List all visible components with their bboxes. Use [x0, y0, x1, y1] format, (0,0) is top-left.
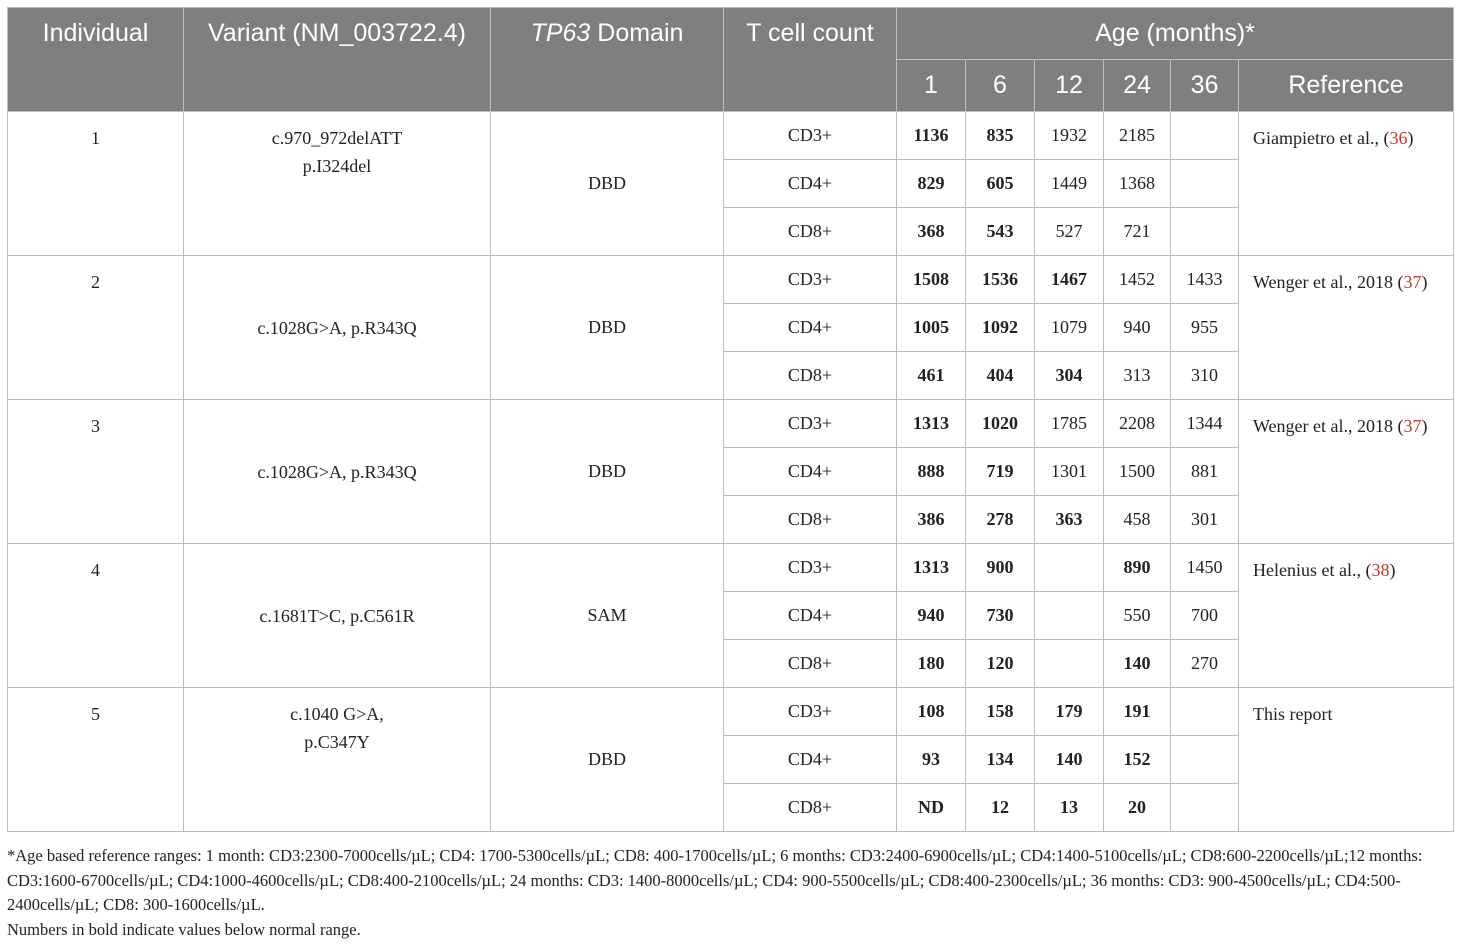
reference-text: This report: [1253, 704, 1333, 724]
count-value: 458: [1104, 496, 1171, 544]
table-body: [8, 112, 1454, 832]
reference-citation-link[interactable]: 38: [1371, 560, 1390, 580]
variant-line: c.1681T>C, p.C561R: [259, 605, 415, 626]
cell-type: CD3+: [724, 112, 897, 160]
count-value: 955: [1171, 304, 1239, 352]
table-footnotes: [7, 844, 1457, 942]
domain-cell: DBD: [491, 256, 724, 400]
table-header: [8, 8, 1454, 112]
cell-type: CD4+: [724, 160, 897, 208]
header-variant: Variant (NM_003722.4): [184, 8, 491, 112]
domain-cell: DBD: [491, 400, 724, 544]
header-age-36: 36: [1171, 60, 1239, 112]
header-reference: Reference: [1239, 60, 1454, 112]
variant-line: p.C347Y: [304, 732, 370, 752]
table-row: [8, 544, 1454, 592]
count-value: [1171, 784, 1239, 832]
count-value: 313: [1104, 352, 1171, 400]
count-value: [1171, 688, 1239, 736]
header-domain-gene: TP63: [530, 19, 591, 47]
count-value: 835: [966, 112, 1035, 160]
count-value: 1932: [1035, 112, 1104, 160]
header-domain: [491, 8, 724, 112]
count-value: 120: [966, 640, 1035, 688]
cell-type: CD3+: [724, 256, 897, 304]
count-value: 1450: [1171, 544, 1239, 592]
count-value: 404: [966, 352, 1035, 400]
individual-cell: 2: [8, 256, 184, 400]
header-tcell-count: T cell count: [724, 8, 897, 112]
count-value: [1035, 592, 1104, 640]
reference-cell: [1239, 544, 1454, 688]
variant-line: c.1028G>A, p.R343Q: [257, 317, 417, 338]
count-value: 1005: [897, 304, 966, 352]
count-value: 527: [1035, 208, 1104, 256]
count-value: 140: [1035, 736, 1104, 784]
header-age-6: 6: [966, 60, 1035, 112]
table-row: [8, 256, 1454, 304]
count-value: 1433: [1171, 256, 1239, 304]
header-individual: Individual: [8, 8, 184, 112]
count-value: 1301: [1035, 448, 1104, 496]
count-value: 20: [1104, 784, 1171, 832]
count-value: 180: [897, 640, 966, 688]
count-value: 304: [1035, 352, 1104, 400]
individual-cell: 3: [8, 400, 184, 544]
count-value: [1035, 544, 1104, 592]
reference-cell: [1239, 688, 1454, 832]
footnote-bold-note: Numbers in bold indicate values below normal range.: [7, 919, 361, 939]
count-value: [1035, 640, 1104, 688]
variant-cell: [184, 544, 491, 688]
count-value: 721: [1104, 208, 1171, 256]
count-value: 310: [1171, 352, 1239, 400]
count-value: 543: [966, 208, 1035, 256]
count-value: 134: [966, 736, 1035, 784]
variant-cell: [184, 256, 491, 400]
cell-type: CD4+: [724, 304, 897, 352]
count-value: 719: [966, 448, 1035, 496]
count-value: 386: [897, 496, 966, 544]
tcell-table: [7, 7, 1454, 832]
count-value: ND: [897, 784, 966, 832]
header-age: Age (months)*: [897, 8, 1454, 60]
cell-type: CD3+: [724, 400, 897, 448]
count-value: 1344: [1171, 400, 1239, 448]
count-value: 1536: [966, 256, 1035, 304]
count-value: 2208: [1104, 400, 1171, 448]
count-value: 278: [966, 496, 1035, 544]
table-row: [8, 112, 1454, 160]
cell-type: CD8+: [724, 496, 897, 544]
count-value: 1079: [1035, 304, 1104, 352]
count-value: 888: [897, 448, 966, 496]
count-value: 1313: [897, 544, 966, 592]
count-value: 1136: [897, 112, 966, 160]
variant-cell: [184, 112, 491, 256]
count-value: 363: [1035, 496, 1104, 544]
reference-close: ): [1407, 128, 1414, 148]
count-value: 368: [897, 208, 966, 256]
count-value: 1020: [966, 400, 1035, 448]
count-value: 179: [1035, 688, 1104, 736]
header-age-24: 24: [1104, 60, 1171, 112]
cell-type: CD8+: [724, 352, 897, 400]
count-value: 1452: [1104, 256, 1171, 304]
footnote-reference-ranges: *Age based reference ranges: 1 month: CD3:2300-7000cells/µL; CD4: 1700-5300cells/µL; CD8: 400-1700cells/µL; 6 months: CD3:2400-6900cells/µL; CD4:1400-5100cells/µL; CD8:600-2200cells/µL;12 months: CD3:1600-6700cells/µL; CD4:1000-4600cells/µL; CD8:400-2100cells/µL; 24 months: CD3: 1400-8000cells/µL; CD4: 900-5500cells/µL; CD8:400-2300cells/µL; 36 months: CD3: 900-4500cells/µL; CD4:500-2400cells/µL; CD8: 300-1600cells/µL.: [7, 846, 1423, 914]
reference-cell: [1239, 256, 1454, 400]
count-value: 881: [1171, 448, 1239, 496]
count-value: 191: [1104, 688, 1171, 736]
domain-cell: DBD: [491, 688, 724, 832]
count-value: 301: [1171, 496, 1239, 544]
count-value: [1171, 160, 1239, 208]
individual-cell: 4: [8, 544, 184, 688]
count-value: 93: [897, 736, 966, 784]
variant-line: c.1040 G>A,: [290, 704, 384, 724]
count-value: 1368: [1104, 160, 1171, 208]
variant-line: p.I324del: [302, 156, 372, 176]
reference-close: ): [1421, 416, 1428, 436]
count-value: 700: [1171, 592, 1239, 640]
variant-line: c.970_972delATT: [271, 128, 403, 148]
count-value: 1500: [1104, 448, 1171, 496]
count-value: 900: [966, 544, 1035, 592]
variant-cell: [184, 400, 491, 544]
count-value: 940: [897, 592, 966, 640]
cell-type: CD8+: [724, 784, 897, 832]
count-value: 1313: [897, 400, 966, 448]
cell-type: CD8+: [724, 208, 897, 256]
count-value: 1467: [1035, 256, 1104, 304]
cell-type: CD3+: [724, 544, 897, 592]
individual-cell: 1: [8, 112, 184, 256]
header-domain-word: Domain: [590, 19, 684, 47]
count-value: 140: [1104, 640, 1171, 688]
reference-text: Wenger et al., 2018 (: [1253, 416, 1404, 436]
domain-cell: SAM: [491, 544, 724, 688]
reference-close: ): [1389, 560, 1396, 580]
reference-cell: [1239, 112, 1454, 256]
count-value: [1171, 208, 1239, 256]
count-value: [1171, 736, 1239, 784]
header-age-12: 12: [1035, 60, 1104, 112]
domain-cell: DBD: [491, 112, 724, 256]
count-value: 461: [897, 352, 966, 400]
count-value: [1171, 112, 1239, 160]
reference-text: Helenius et al., (: [1253, 560, 1372, 580]
individual-cell: 5: [8, 688, 184, 832]
count-value: 1092: [966, 304, 1035, 352]
count-value: 940: [1104, 304, 1171, 352]
count-value: 1785: [1035, 400, 1104, 448]
count-value: 13: [1035, 784, 1104, 832]
count-value: 2185: [1104, 112, 1171, 160]
reference-citation-link[interactable]: 37: [1403, 416, 1422, 436]
cell-type: CD4+: [724, 736, 897, 784]
reference-text: Giampietro et al., (: [1253, 128, 1390, 148]
count-value: 1449: [1035, 160, 1104, 208]
count-value: 108: [897, 688, 966, 736]
cell-type: CD4+: [724, 448, 897, 496]
count-value: 152: [1104, 736, 1171, 784]
count-value: 890: [1104, 544, 1171, 592]
reference-close: ): [1421, 272, 1428, 292]
variant-line: c.1028G>A, p.R343Q: [257, 461, 417, 482]
reference-citation-link[interactable]: 36: [1389, 128, 1408, 148]
reference-text: Wenger et al., 2018 (: [1253, 272, 1404, 292]
count-value: 829: [897, 160, 966, 208]
count-value: 730: [966, 592, 1035, 640]
reference-cell: [1239, 400, 1454, 544]
table-row: [8, 400, 1454, 448]
variant-cell: [184, 688, 491, 832]
cell-type: CD8+: [724, 640, 897, 688]
count-value: 1508: [897, 256, 966, 304]
table-row: [8, 688, 1454, 736]
count-value: 270: [1171, 640, 1239, 688]
reference-citation-link[interactable]: 37: [1403, 272, 1422, 292]
cell-type: CD3+: [724, 688, 897, 736]
cell-type: CD4+: [724, 592, 897, 640]
count-value: 12: [966, 784, 1035, 832]
count-value: 158: [966, 688, 1035, 736]
count-value: 605: [966, 160, 1035, 208]
count-value: 550: [1104, 592, 1171, 640]
header-age-1: 1: [897, 60, 966, 112]
